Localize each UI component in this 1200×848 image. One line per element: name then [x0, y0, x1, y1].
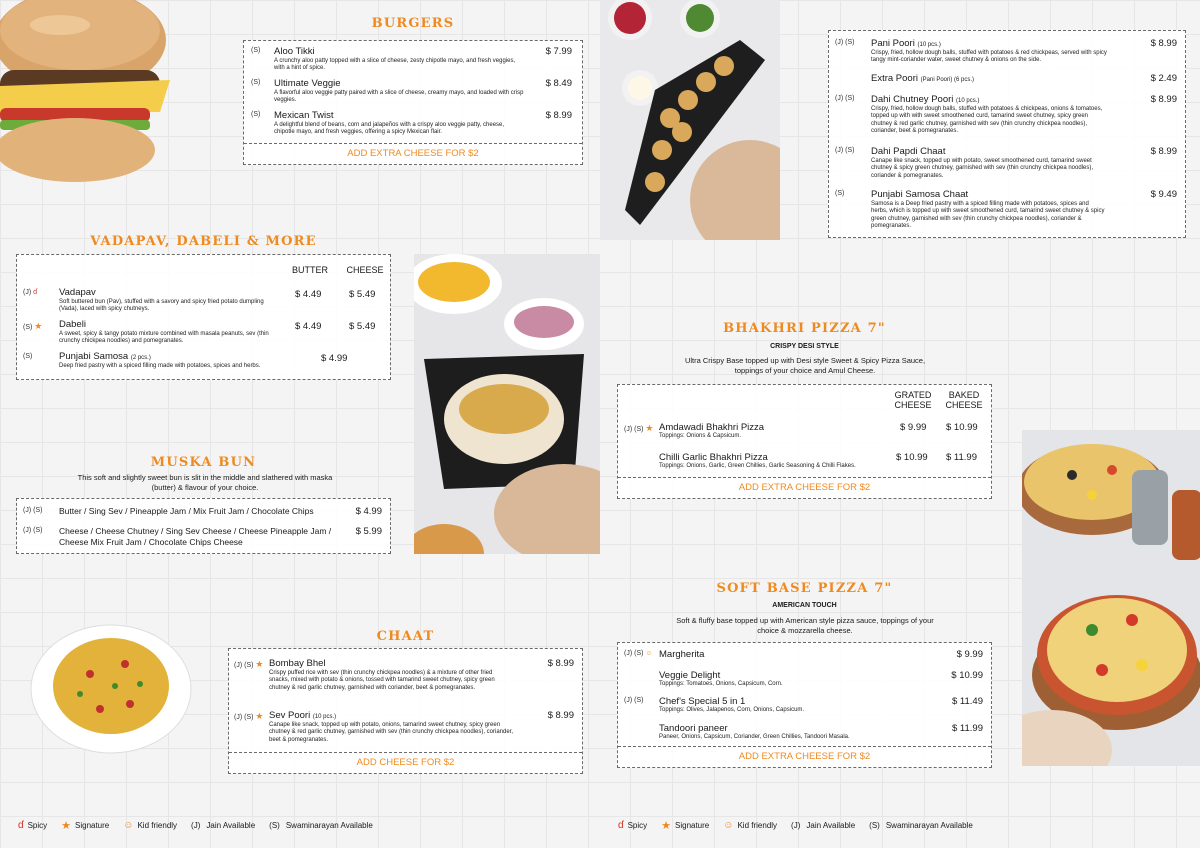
item-name: Veggie Delight	[659, 670, 721, 681]
kid-friendly-icon: ☺	[723, 820, 734, 831]
divider	[244, 143, 582, 144]
divider	[618, 477, 991, 478]
bhakhri-title: BHAKHRI PIZZA 7"	[723, 321, 886, 336]
softbase-title: SOFT BASE PIZZA 7"	[716, 581, 893, 596]
bhakhri-box	[617, 384, 992, 499]
item-desc: Paneer, Onions, Capsicum, Coriander, Green Chillies, Tandoori Masala.	[659, 734, 850, 740]
col-header-baked: BAKED CHEESE	[945, 390, 983, 410]
bhakhri-desc: Ultra Crispy Base topped up with Desi style Sweet & Spicy Pizza Sauce, toppings of your choice and Amul Cheese.	[684, 356, 926, 375]
item-price: $ 11.99	[952, 723, 983, 734]
item-name: Chilli Garlic Bhakhri Pizza	[659, 452, 768, 463]
item-tags: (J) (S)	[23, 507, 43, 514]
item-price-butter: $ 4.49	[295, 321, 322, 332]
item-name-text: Sev Poori	[269, 710, 311, 721]
item-price: $ 8.99	[1150, 146, 1177, 157]
item-name: Aloo Tikki	[274, 46, 315, 57]
item-tags-text: (J) (S)	[234, 714, 254, 721]
item-tags-text: (S)	[23, 324, 33, 331]
item-name: Mexican Twist	[274, 110, 334, 121]
item-desc: Crispy puffed rice with sev (thin crunchy chickpea noodles) & a mixture of other fried snacks, mixed with potato & onions, tossed with tamarind sweet chutney, spicy green chutney & red garlic chutney, garnished with coriander, beet & pomegranates.	[269, 670, 495, 691]
muska-title: MUSKA BUN	[150, 455, 257, 470]
legend-jain: Jain Available	[206, 821, 256, 830]
burgers-box	[243, 40, 583, 165]
item-name-text: Dahi Chutney Poori	[871, 94, 954, 105]
legend-swami-code: (S)	[869, 821, 880, 830]
item-price: $ 8.99	[1150, 94, 1177, 105]
softbase-subtitle: AMERICAN TOUCH	[772, 602, 837, 609]
item-name	[871, 73, 974, 84]
item-price-cheese: $ 5.49	[349, 321, 376, 332]
burgers-title: BURGERS	[371, 16, 455, 31]
item-tags	[234, 711, 263, 722]
item-tags	[23, 321, 42, 332]
muska-desc: This soft and slightly sweet bun is slit in the middle and slathered with maska (butter) & flavour of your choice.	[77, 473, 333, 492]
item-qty: (Pani Poori) (6 pcs.)	[920, 77, 974, 83]
item-tags: (J) (S)	[23, 527, 43, 534]
item-name: Chef's Special 5 in 1	[659, 696, 746, 707]
legend-spicy: Spicy	[27, 821, 48, 830]
signature-icon: ★	[255, 711, 264, 721]
item-name	[269, 710, 336, 721]
item-tags-text: (J) (S)	[624, 650, 644, 657]
item-name: Butter / Sing Sev / Pineapple Jam / Mix Fruit Jam / Chocolate Chips	[59, 506, 314, 516]
item-tags-text: (J) (S)	[624, 426, 644, 433]
kid-friendly-icon: ☺	[123, 820, 134, 831]
spicy-icon: ɗ	[33, 289, 38, 296]
item-qty: (2 pcs.)	[130, 355, 151, 361]
pani-poori-photo	[600, 0, 780, 240]
col-header-butter: BUTTER	[292, 265, 328, 275]
item-price: $ 8.49	[545, 78, 572, 89]
softbase-desc: Soft & fluffy base topped up with American style pizza sauce, toppings of your choice & mozzarella cheese.	[676, 616, 934, 635]
chaat-photo	[414, 254, 600, 554]
item-tags: (S)	[23, 353, 33, 360]
item-name: Punjabi Samosa Chaat	[871, 189, 969, 200]
item-tags	[624, 423, 653, 434]
item-price: $ 5.99	[355, 526, 382, 537]
item-price-cheese: $ 5.49	[349, 289, 376, 300]
item-price-butter: $ 4.49	[295, 289, 322, 300]
item-tags: (S)	[251, 79, 261, 86]
item-qty: (10 pcs.)	[312, 714, 337, 720]
item-price: $ 9.49	[1150, 189, 1177, 200]
col-header-grated: GRATED CHEESE	[894, 390, 932, 410]
item-price: $ 2.49	[1150, 73, 1177, 84]
signature-icon: ★	[34, 321, 43, 331]
item-desc: Deep fried pastry with a spiced filling made with potatoes, spices and herbs.	[59, 363, 261, 369]
item-name-text: Pani Poori	[871, 38, 915, 49]
legend-left	[18, 819, 379, 832]
legend-spicy: Spicy	[627, 821, 648, 830]
spicy-icon: ɗ	[618, 820, 624, 831]
signature-icon: ★	[661, 820, 671, 832]
item-desc: Crispy, fried, hollow dough balls, stuffed with potatoes & chickpeas, onions & tomatoes, topped up with with sweet smoothened curd, tamarind sweet chutney, spicy green chutney & red garlic chutney, garnished with sev (thin crunchy chickpea noodles), coriander, beet & pomegranates.	[871, 106, 1103, 135]
legend-signature: Signature	[75, 821, 110, 830]
item-desc: A sweet, spicy & tangy potato mixture combined with masala peanuts, sev (thin crunchy chickpea noodles) and pomegranates.	[59, 331, 269, 345]
item-desc: A flavorful aloo veggie patty paired with a slice of cheese, creamy mayo, and loaded with crisp veggies.	[274, 90, 524, 104]
item-desc: Toppings: Tomatoes, Onions, Capsicum, Corn.	[659, 681, 783, 687]
pani-poori-box	[828, 30, 1186, 238]
item-name: Vadapav	[59, 287, 96, 298]
legend-jain-code: (J)	[791, 821, 801, 830]
item-price: $ 10.99	[951, 670, 983, 681]
item-price: $ 4.99	[355, 506, 382, 517]
item-price: $ 8.99	[545, 110, 572, 121]
bhel-photo	[30, 624, 192, 754]
item-desc: Canape like snack, topped up with potato, sweet smoothened curd, tamarind sweet chutney & spicy green chutney, garnished with sev (thin crunchy chickpea noodles), coriander & pomegranates.	[871, 158, 1094, 179]
item-name-text: Punjabi Samosa	[59, 351, 129, 362]
legend-jain-code: (J)	[191, 821, 201, 830]
item-name: Ultimate Veggie	[274, 78, 341, 89]
item-name: Cheese / Cheese Chutney / Sing Sev Cheese / Cheese Pineapple Jam / Cheese Mix Fruit Jam / Chocolate Chips Cheese	[59, 526, 332, 547]
item-price-baked: $ 10.99	[946, 422, 978, 433]
item-tags: (J) (S)	[835, 95, 855, 102]
item-tags: (S)	[251, 111, 261, 118]
vadapav-box	[16, 254, 391, 380]
legend-kid: Kid friendly	[137, 821, 178, 830]
spicy-icon: ɗ	[18, 820, 24, 831]
extra-cheese-note: ADD EXTRA CHEESE FOR $2	[738, 751, 871, 762]
item-price-grated: $ 9.99	[900, 422, 927, 433]
item-name	[59, 351, 151, 362]
legend-signature: Signature	[675, 821, 710, 830]
item-price: $ 8.99	[1150, 38, 1177, 49]
item-tags-text: (J)	[23, 289, 32, 296]
item-desc: A crunchy aloo patty topped with a slice of cheese, zesty chipotle mayo, and fresh veggies, with a hint of spice.	[274, 58, 516, 72]
item-tags: (J) (S)	[835, 39, 855, 46]
item-price: $ 4.99	[321, 353, 348, 364]
signature-icon: ★	[645, 423, 654, 433]
legend-swami: Swaminarayan Available	[285, 821, 373, 830]
item-desc: A delightful blend of beans, corn and jalapeños with a crispy aloo veggie patty, cheese, chipotle mayo, and fresh veggies, offering a spicy Mexican flair.	[274, 122, 505, 136]
item-name: Bombay Bhel	[269, 658, 326, 669]
item-price-grated: $ 10.99	[896, 452, 928, 463]
item-desc: Toppings: Onions & Capsicum.	[659, 433, 742, 439]
item-price: $ 9.99	[956, 649, 983, 660]
col-header-cheese: CHEESE	[346, 265, 384, 275]
item-price: $ 8.99	[547, 710, 574, 721]
item-tags	[23, 289, 37, 296]
item-name: Amdawadi Bhakhri Pizza	[659, 422, 765, 433]
item-tags: (S)	[251, 47, 261, 54]
item-desc: Soft buttered bun (Pav), stuffed with a savory and spicy fried potato dumpling (Vada), laced with spicy chutneys.	[59, 299, 264, 313]
softbase-box	[617, 642, 992, 768]
kid-friendly-icon: ☺	[645, 650, 653, 657]
legend-swami: Swaminarayan Available	[885, 821, 973, 830]
item-price: $ 8.99	[547, 658, 574, 669]
signature-icon: ★	[255, 659, 264, 669]
extra-cheese-note: ADD CHEESE FOR $2	[356, 757, 455, 768]
item-name: Margherita	[659, 649, 705, 660]
item-name: Tandoori paneer	[659, 723, 728, 734]
item-name: Dabeli	[59, 319, 86, 330]
item-name	[871, 38, 941, 49]
legend-jain: Jain Available	[806, 821, 856, 830]
item-qty: (10 pcs.)	[956, 98, 980, 104]
item-desc: Canape like snack, topped up with potato, onions, tamarind sweet chutney, spicy green chutney & red garlic chutney, garnished with sev (thin crunchy chickpea noodles), coriander, beet & pomegranates.	[269, 722, 514, 743]
bhakhri-subtitle: CRISPY DESI STYLE	[770, 343, 839, 350]
chaat-title: CHAAT	[376, 629, 435, 644]
item-name	[871, 94, 979, 105]
legend-kid: Kid friendly	[737, 821, 778, 830]
extra-cheese-note: ADD EXTRA CHEESE FOR $2	[738, 482, 871, 493]
divider	[229, 752, 582, 753]
item-qty: (10 pcs.)	[917, 42, 941, 48]
item-tags: (J) (S)	[624, 697, 644, 704]
item-price-baked: $ 11.99	[946, 452, 977, 463]
item-tags	[624, 650, 653, 657]
pizza-photo	[1022, 430, 1200, 766]
item-price: $ 7.99	[545, 46, 572, 57]
burger-photo	[0, 0, 170, 186]
item-tags: (J) (S)	[835, 147, 855, 154]
vadapav-title: VADAPAV, DABELI & MORE	[90, 234, 317, 249]
signature-icon: ★	[61, 820, 71, 832]
divider	[618, 746, 991, 747]
item-desc: Toppings: Olives, Jalapenos, Corn, Onions, Capsicum.	[659, 707, 805, 713]
item-desc: Samosa is a Deep fried pastry with a spiced filling made with potatoes, spices and herbs, which is topped up with sweet smoothened curd, tamarind sweet chutney & spicy green chutney, garnished with sev (thin crunchy chickpea noodles), coriander & pomegranates.	[871, 201, 1105, 230]
item-name: Dahi Papdi Chaat	[871, 146, 946, 157]
item-price: $ 11.49	[952, 696, 983, 707]
extra-cheese-note: ADD EXTRA CHEESE FOR $2	[347, 148, 479, 159]
item-tags: (S)	[835, 190, 845, 197]
item-desc: Toppings: Onions, Garlic, Green Chillies, Garlic Seasoning & Chilli Flakes.	[659, 463, 856, 469]
item-tags	[234, 659, 263, 670]
item-desc: Crispy, fried, hollow dough balls, stuffed with potatoes & red chickpeas, served with spicy tangy mint-coriander water, sweet chutney & onions on the side.	[871, 50, 1107, 64]
item-name-text: Extra Poori	[871, 73, 918, 84]
item-tags-text: (J) (S)	[234, 662, 254, 669]
muska-box	[16, 498, 391, 554]
chaat-box	[228, 648, 583, 774]
legend-right	[618, 819, 979, 832]
legend-swami-code: (S)	[269, 821, 280, 830]
